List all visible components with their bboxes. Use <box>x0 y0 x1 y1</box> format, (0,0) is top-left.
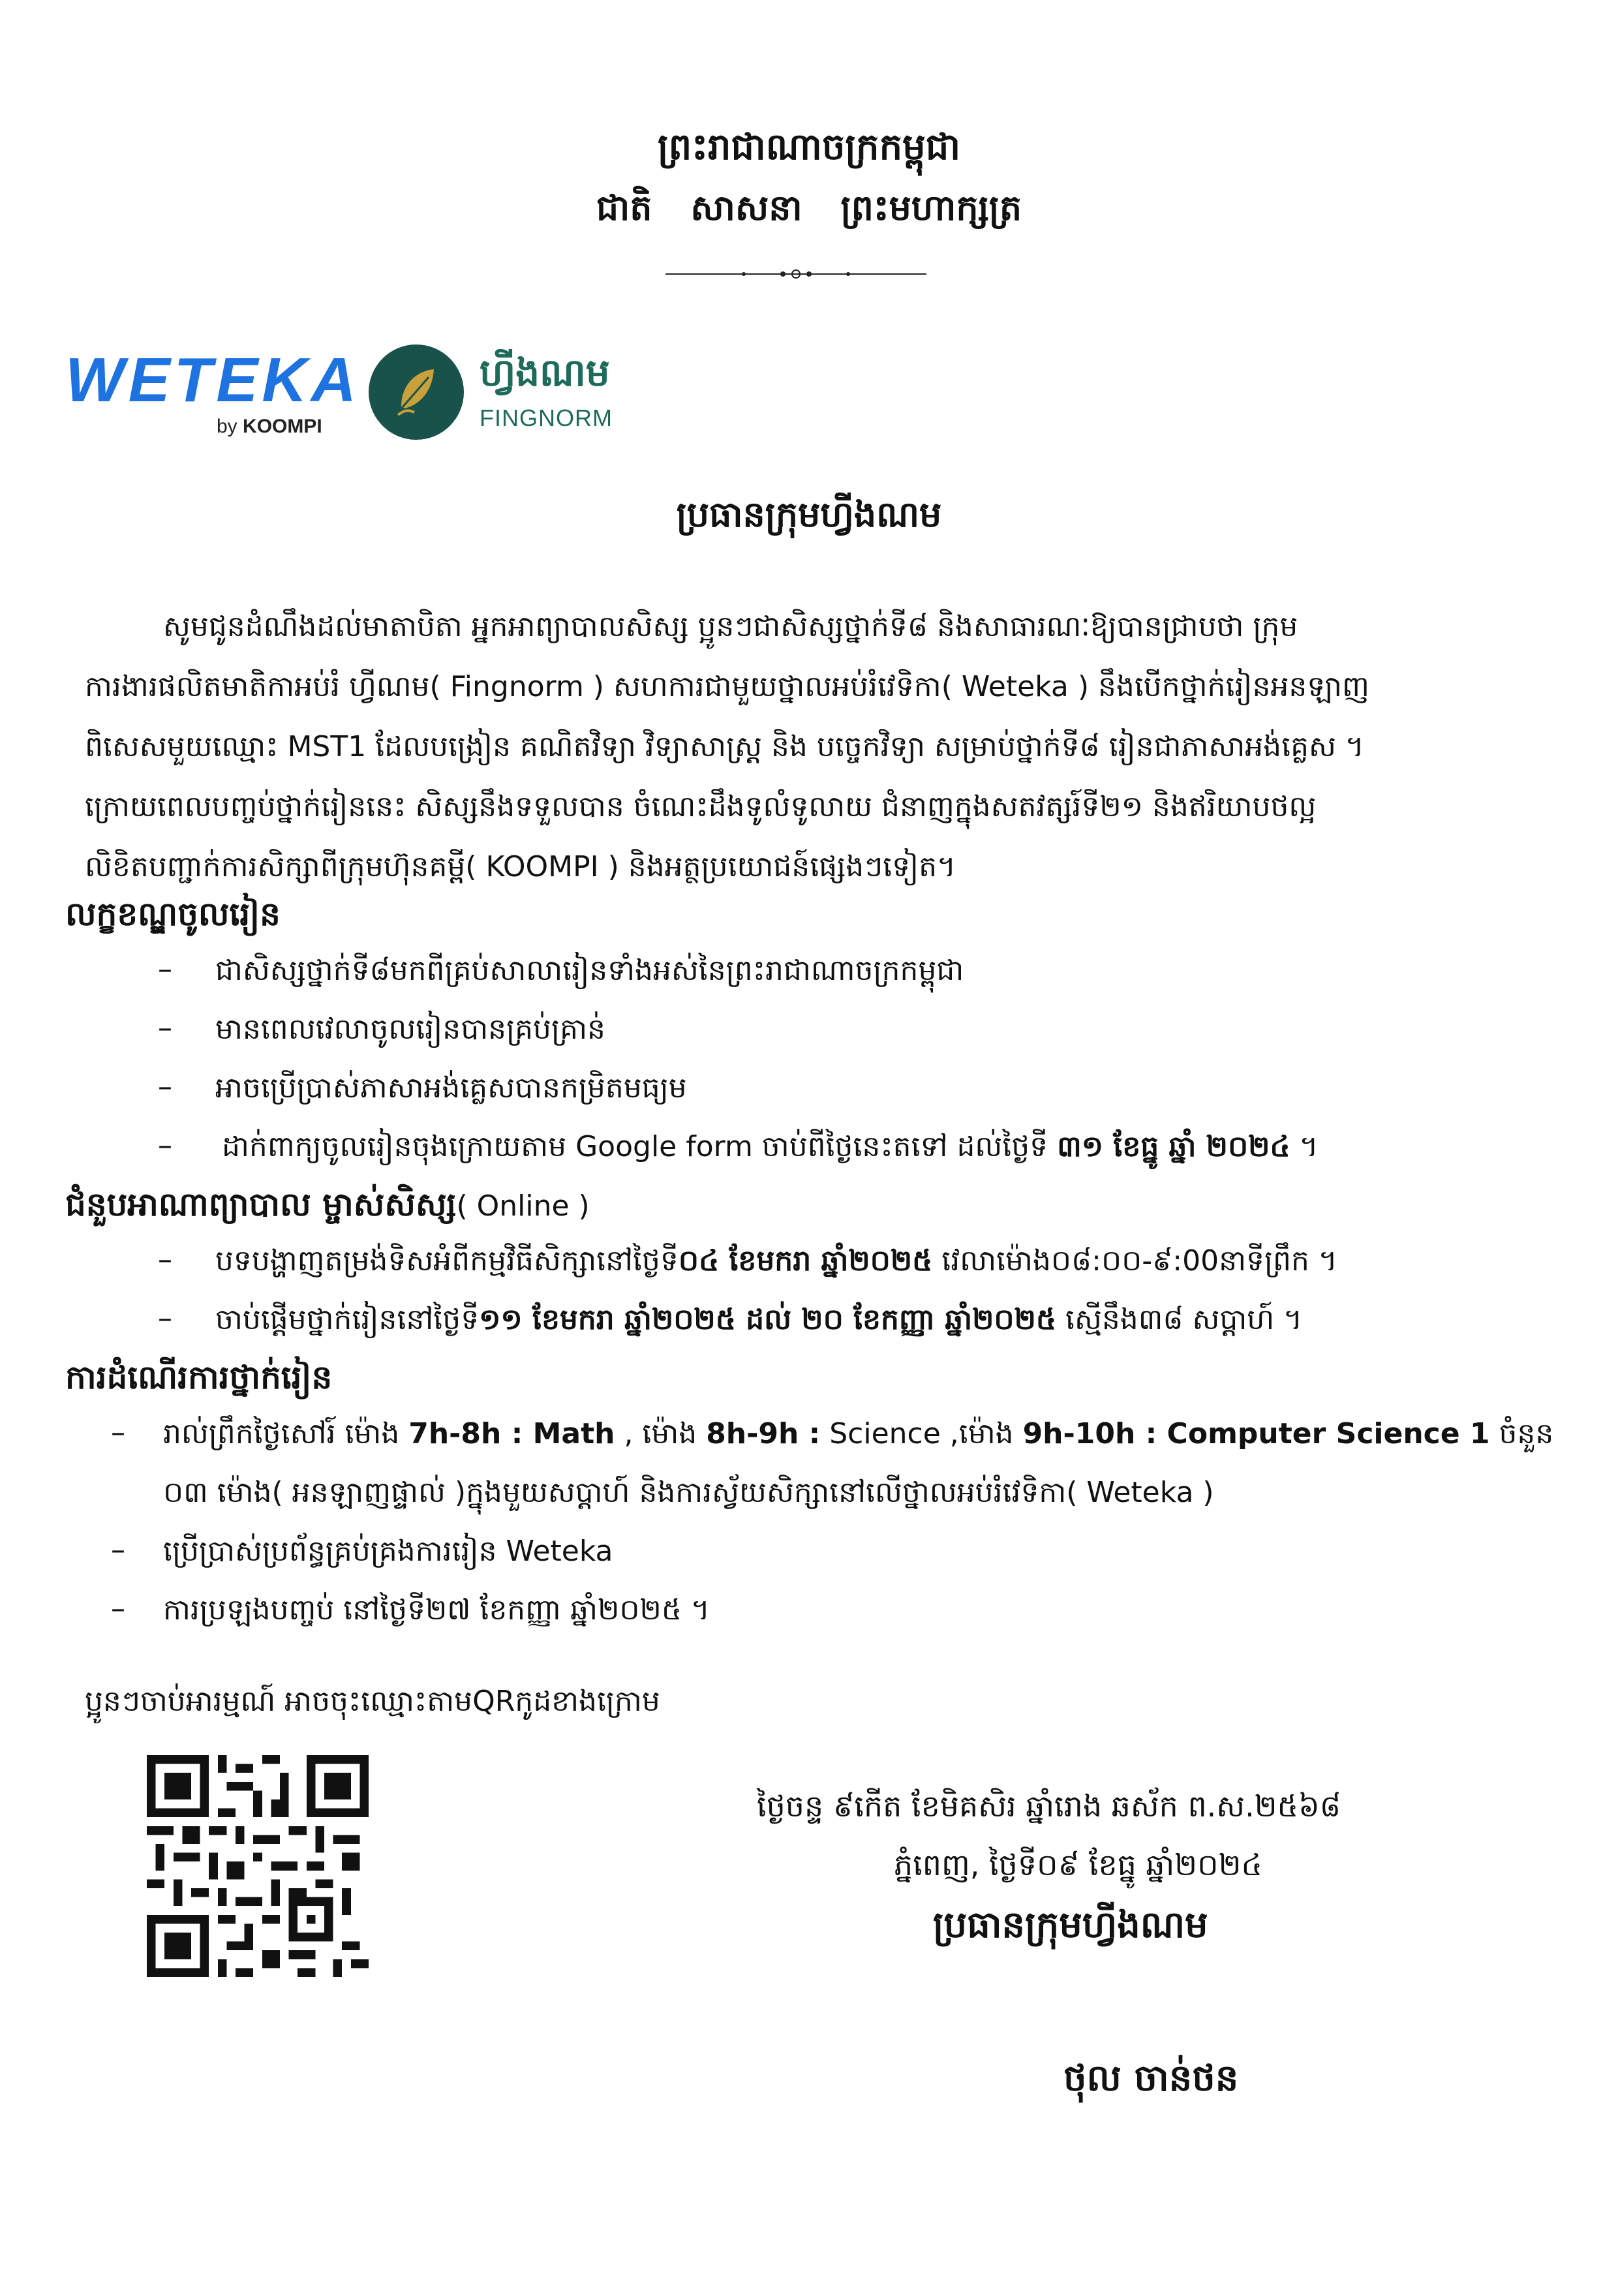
ornament-divider-icon <box>665 268 926 281</box>
weteka-byline <box>217 416 322 438</box>
dash-bullet: – <box>158 1243 172 1276</box>
eligibility-heading: លក្ខខណ្ឌចូលរៀន <box>65 895 281 933</box>
signatory-name: ថុល ចាន់ថន <box>1063 2057 1239 2100</box>
weteka-by-label: by <box>217 416 237 437</box>
dash-bullet: – <box>158 1302 172 1335</box>
deadline-date: ៣១ ខែធ្នូ ឆ្នាំ ២០២៤ <box>1057 1130 1290 1163</box>
intro-line: សូមជូនដំណឹងដល់មាតាបិតា អ្នកអាព្យាបាលសិស្ស ប្អូនៗជាសិស្សថ្នាក់ទី៨ និងសាធារណៈឱ្យបានជ្រាបថា ក្រុម <box>163 610 1298 643</box>
weteka-wordmark: WETEKA <box>65 345 360 415</box>
meeting-item: – បទបង្ហាញតម្រង់ទិសអំពីកម្មវិធីសិក្សានៅថ្ងៃទី០៤ ខែមករា ឆ្នាំ២០២៥ វេលាម៉ោង០៨:០០-៩:00នាទីព្រឹក ។ <box>158 1243 1337 1278</box>
koompi-label: KOOMPI <box>243 416 322 437</box>
dash-bullet: – <box>111 1416 125 1449</box>
meeting-item: – ចាប់ផ្តើមថ្នាក់រៀននៅថ្ងៃទី១១ ខែមករា ឆ្នាំ២០២៥ ដល់ ២០ ខែកញ្ញា ឆ្នាំ២០២៥ ស្មើនឹង៣៨ សប្តាហ៍ ។ <box>158 1302 1303 1336</box>
intro-line: ក្រោយពេលបញ្ចប់ថ្នាក់រៀននេះ សិស្សនឹងទទួលបាន ចំណេះដឹងទូលំទូលាយ ជំនាញក្នុងសតវត្សរ៍ទី២១ និងឥរិយាបថល្អ <box>85 790 1317 823</box>
fingnorm-logo-mark <box>369 344 464 440</box>
intro-line: ពិសេសមួយឈ្មោះ MST1 ដែលបង្រៀន គណិតវិទ្យា វិទ្យាសាស្ត្រ និង បច្ចេកវិទ្យា សម្រាប់ថ្នាក់ទី៨ រៀនជាភាសាអង់គ្លេស ។ <box>85 730 1364 763</box>
signatory-title: ប្រធានក្រុមហ្វីងណម <box>933 1904 1208 1946</box>
online-tag: ( Online ) <box>456 1189 590 1223</box>
eligibility-deadline: – ដាក់ពាក្យចូលរៀនចុងក្រោយតាម Google form ចាប់ពីថ្ងៃនេះតទៅ ដល់ថ្ងៃទី ៣១ ខែធ្នូ ឆ្នាំ ២០២៤ ។ <box>158 1129 1319 1163</box>
activity-item: – ប្រើប្រាស់ប្រព័ន្ធគ្រប់គ្រងការរៀន Weteka <box>111 1533 613 1568</box>
activity-item: – ការប្រឡងបញ្ចប់ នៅថ្ងៃទី២៧ ខែកញ្ញា ឆ្នាំ២០២៥ ។ <box>111 1592 710 1627</box>
kingdom-heading: ព្រះរាជាណាចក្រកម្ពុជា <box>657 126 961 168</box>
orientation-date: ០៤ ខែមករា ឆ្នាំ២០២៥ <box>678 1244 933 1278</box>
dash-bullet: – <box>158 1070 172 1103</box>
intro-line: លិខិតបញ្ជាក់ការសិក្សាពីក្រុមហ៊ុនគម្ពី( KOOMPI ) និងអត្ថប្រយោជន៍ផ្សេងៗទៀត។ <box>85 850 956 883</box>
activities-heading: ការដំណើរការថ្នាក់រៀន <box>65 1358 333 1396</box>
qr-code-icon[interactable] <box>147 1755 369 1977</box>
place-and-date: ភ្នំពេញ, ថ្ងៃទី០៩ ខែធ្នូ ឆ្នាំ២០២៤ <box>894 1847 1262 1882</box>
meeting-heading: ជំនួបអាណាព្យាបាល ម្ចាស់សិស្ស( Online ) <box>65 1186 590 1223</box>
dash-bullet: – <box>111 1592 125 1625</box>
dash-bullet: – <box>158 1129 172 1162</box>
activity-item: – រាល់ព្រឹកថ្ងៃសៅរ៍ ម៉ោង 7h-8h : Math , ម៉ោង 8h-9h : Science ,ម៉ោង 9h-10h : Computer Science 1 ចំនួន <box>111 1416 1554 1450</box>
national-motto: ជាតិ សាសនា ព្រះមហាក្សត្រ <box>596 187 1022 228</box>
dash-bullet: – <box>111 1533 125 1567</box>
intro-paragraph <box>85 597 1553 897</box>
qr-note: ប្អូនៗចាប់អារម្មណ៍ អាចចុះឈ្មោះតាមQRកូដខាងក្រោម <box>85 1685 660 1718</box>
eligibility-item: – មានពេលវេលាចូលរៀនបានគ្រប់គ្រាន់ <box>158 1011 605 1046</box>
dash-bullet: – <box>158 1011 172 1045</box>
fingnorm-khmer-name: ហ្វីងណម <box>480 350 610 395</box>
fingnorm-leaf-icon <box>369 344 464 440</box>
lunar-date: ថ្ងៃចន្ទ ៩កើត ខែមិគសិរ ឆ្នាំរោង ឆស័ក ព.ស.២៥៦៨ <box>757 1788 1341 1824</box>
intro-line: ការងារផលិតមាតិកាអប់រំ ហ្វីណម( Fingnorm ) សហការជាមួយថ្នាលអប់រំវេទិកា( Weteka ) នឹងបើកថ្នាក់រៀនអនឡាញ <box>85 670 1369 703</box>
class-period: ១១ ខែមករា ឆ្នាំ២០២៥ ដល់ ២០ ខែកញ្ញា ឆ្នាំ២០២៥ <box>479 1303 1057 1336</box>
weteka-logo <box>65 345 360 437</box>
eligibility-item: – អាចប្រើប្រាស់ភាសាអង់គ្លេសបានកម្រិតមធ្យម <box>158 1070 687 1105</box>
dash-bullet: – <box>158 953 172 986</box>
fingnorm-english-name: FINGNORM <box>480 405 613 431</box>
eligibility-item: – ជាសិស្សថ្នាក់ទី៨មកពីគ្រប់សាលារៀនទាំងអស់នៃព្រះរាជាណាចក្រកម្ពុជា <box>158 953 964 987</box>
document-page: ព្រះរាជាណាចក្រកម្ពុជា ជាតិ សាសនា ព្រះមហាក្សត្រ WETEKA by KOOMPI ហ្វីងណម FINGNORM ប្រធានក្រុមហ្វីងណម សូមជូនដំណឹងដល់មាតាបិតា អ្នកអាព្យាបាលសិស្ស ប្អូនៗជាសិស្សថ្នាក់ទី៨ និងសាធារណៈឱ្យបានជ្រាបថា ក្រុម ការងារផលិតមាតិកាអប់រំ ហ្វីណម( Fingnorm ) សហការជាមួយថ្នាលអប់រំវេទិកា( Weteka ) នឹងបើកថ្នាក់រៀនអនឡាញ ពិសេសមួយឈ្មោះ MST1 ដែលបង្រៀន គណិតវិទ្យា វិទ្យាសាស្ត្រ និង បច្ចេកវិទ្យា សម្រាប់ថ្នាក់ទី៨ រៀនជាភាសាអង់គ្លេស ។ ក្រោយពេលបញ្ចប់ថ្នាក់រៀននេះ សិស្សនឹងទទួលបាន ចំណេះដឹងទូលំទូលាយ ជំនាញក្នុងសតវត្សរ៍ទី២១ និងឥរិយាបថល្អ លិខិតបញ្ជាក់ការសិក្សាពីក្រុមហ៊ុនគម្ពី( KOOMPI ) និងអត្ថប្រយោជន៍ផ្សេងៗទៀត។ លក្ខខណ្ឌចូលរៀន – ជាសិស្សថ្នាក់ទី៨មកពីគ្រប់សាលារៀនទាំងអស់នៃព្រះរាជាណាចក្រកម្ពុជា – មានពេលវេលាចូលរៀនបានគ្រប់គ្រាន់ – អាចប្រើប្រាស់ភាសាអង់គ្លេសបានកម្រិតមធ្យម – ដាក់ពាក្យចូលរៀនចុងក្រោយតាម Google form ចាប់ពីថ្ងៃនេះតទៅ ដល់ថ្ងៃទី ៣១ ខែធ្នូ ឆ្នាំ ២០២៤ ។ ជំនួបអាណាព្យាបាល ម្ចាស់សិស្ស( Online ) – បទបង្ហាញតម្រង់ទិសអំពីកម្មវិធីសិក្សានៅថ្ងៃទី០៤ ខែមករា ឆ្នាំ២០២៥ វេលាម៉ោង០៨:០០-៩:00នាទីព្រឹក ។ – ចាប់ផ្តើមថ្នាក់រៀននៅថ្ងៃទី១១ ខែមករា ឆ្នាំ២០២៥ ដល់ ២០ ខែកញ្ញា ឆ្នាំ២០២៥ ស្មើនឹង៣៨ សប្តាហ៍ ។ ការដំណើរការថ្នាក់រៀន – រាល់ព្រឹកថ្ងៃសៅរ៍ ម៉ោង 7h-8h : Math , ម៉ោង 8h-9h : Science ,ម៉ោង 9h-10h : Computer Science 1 ចំនួន ០៣ ម៉ោង( អនឡាញផ្ទាល់ )ក្នុងមួយសប្តាហ៍ និងការស្វ័យសិក្សានៅលើថ្នាលអប់រំវេទិកា( Weteka ) – ប្រើប្រាស់ប្រព័ន្ធគ្រប់គ្រងការរៀន Weteka – ការប្រឡងបញ្ចប់ នៅថ្ងៃទី២៧ ខែកញ្ញា ឆ្នាំ២០២៥ ។ ប្អូនៗចាប់អារម្មណ៍ អាចចុះឈ្មោះតាមQRកូដខាងក្រោម ថ្ងៃចន្ទ ៩កើត ខែមិគសិរ ឆ្នាំរោង ឆស័ក ព.ស.២៥៦៨ ភ្នំពេញ, ថ្ងៃទី០៩ ខែធ្នូ ឆ្នាំ២០២៤ ប្រធានក្រុមហ្វីងណម ថុល ចាន់ថន <box>0 0 1618 2296</box>
document-title: ប្រធានក្រុមហ្វីងណម <box>676 494 942 535</box>
